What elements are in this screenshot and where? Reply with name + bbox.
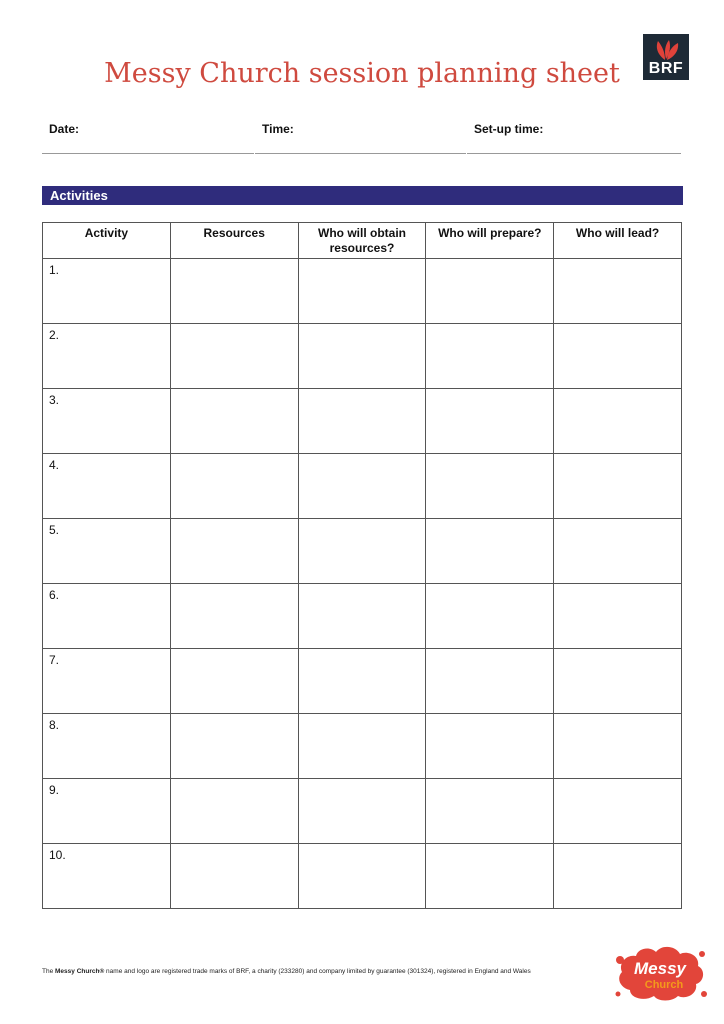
resources-cell[interactable] [170,584,298,649]
resources-cell[interactable] [170,519,298,584]
row-number: 1. [49,263,60,277]
prepare-cell[interactable] [426,779,554,844]
setup-time-label: Set-up time: [474,122,544,136]
table-header-row [43,223,682,259]
activity-cell[interactable] [43,584,171,649]
row-number: 8. [49,718,60,732]
resources-cell[interactable] [170,714,298,779]
date-field[interactable] [42,122,254,154]
obtain-cell[interactable] [298,779,426,844]
lead-cell[interactable] [554,324,682,389]
resources-cell[interactable] [170,389,298,454]
table-row [43,584,682,649]
obtain-cell[interactable] [298,714,426,779]
row-number: 2. [49,328,60,342]
activity-cell[interactable] [43,324,171,389]
column-header-resources: Resources [170,223,298,259]
activity-cell[interactable] [43,714,171,779]
prepare-cell[interactable] [426,389,554,454]
table-row [43,649,682,714]
section-title: Activities [50,188,108,203]
lead-cell[interactable] [554,844,682,909]
activities-section-header [42,186,683,205]
brf-logo [643,34,689,80]
row-number: 4. [49,458,60,472]
table-body [43,259,682,909]
table-row [43,389,682,454]
page-title: Messy Church session planning sheet [104,58,620,89]
resources-cell[interactable] [170,324,298,389]
footer-brand: Messy Church® [55,968,105,975]
prepare-cell[interactable] [426,519,554,584]
column-header-activity: Activity [43,223,171,259]
obtain-cell[interactable] [298,324,426,389]
activities-table [42,222,682,909]
row-number: 10. [49,848,66,862]
footer-note [42,968,531,975]
obtain-cell[interactable] [298,259,426,324]
resources-cell[interactable] [170,844,298,909]
prepare-cell[interactable] [426,649,554,714]
lead-cell[interactable] [554,584,682,649]
time-label: Time: [262,122,294,136]
resources-cell[interactable] [170,259,298,324]
time-field[interactable] [255,122,466,154]
column-header-obtain: Who will obtain resources? [298,223,426,259]
activity-cell[interactable] [43,454,171,519]
activity-cell[interactable] [43,779,171,844]
activity-cell[interactable] [43,519,171,584]
messy-logo-line1: Messy [634,959,686,978]
lead-cell[interactable] [554,259,682,324]
lead-cell[interactable] [554,779,682,844]
table-row [43,519,682,584]
lead-cell[interactable] [554,454,682,519]
session-info-row [42,122,681,154]
resources-cell[interactable] [170,454,298,519]
row-number: 9. [49,783,60,797]
setup-time-field[interactable] [467,122,681,154]
activity-cell[interactable] [43,649,171,714]
table-row [43,454,682,519]
messy-church-logo [612,942,708,1004]
prepare-cell[interactable] [426,454,554,519]
prepare-cell[interactable] [426,714,554,779]
lead-cell[interactable] [554,714,682,779]
obtain-cell[interactable] [298,584,426,649]
prepare-cell[interactable] [426,324,554,389]
table-row [43,324,682,389]
table-row [43,844,682,909]
table-row [43,714,682,779]
obtain-cell[interactable] [298,389,426,454]
footer-text: name and logo are registered trade marks of BRF, a charity (233280) and company limited by guarantee (301324), registered in England and Wales [104,968,531,975]
row-number: 5. [49,523,60,537]
brf-logo-text: BRF [648,60,684,77]
row-number: 3. [49,393,60,407]
obtain-cell[interactable] [298,454,426,519]
leaf-icon [652,39,680,61]
resources-cell[interactable] [170,649,298,714]
lead-cell[interactable] [554,519,682,584]
lead-cell[interactable] [554,649,682,714]
row-number: 6. [49,588,60,602]
table-row [43,259,682,324]
prepare-cell[interactable] [426,844,554,909]
messy-logo-line2: Church [644,979,684,991]
row-number: 7. [49,653,60,667]
date-label: Date: [49,122,80,136]
obtain-cell[interactable] [298,649,426,714]
footer-prefix: The [42,968,56,975]
lead-cell[interactable] [554,389,682,454]
prepare-cell[interactable] [426,584,554,649]
column-header-prepare: Who will prepare? [426,223,554,259]
table-row [43,779,682,844]
resources-cell[interactable] [170,779,298,844]
activity-cell[interactable] [43,259,171,324]
prepare-cell[interactable] [426,259,554,324]
obtain-cell[interactable] [298,844,426,909]
column-header-lead: Who will lead? [554,223,682,259]
activity-cell[interactable] [43,389,171,454]
activity-cell[interactable] [43,844,171,909]
obtain-cell[interactable] [298,519,426,584]
